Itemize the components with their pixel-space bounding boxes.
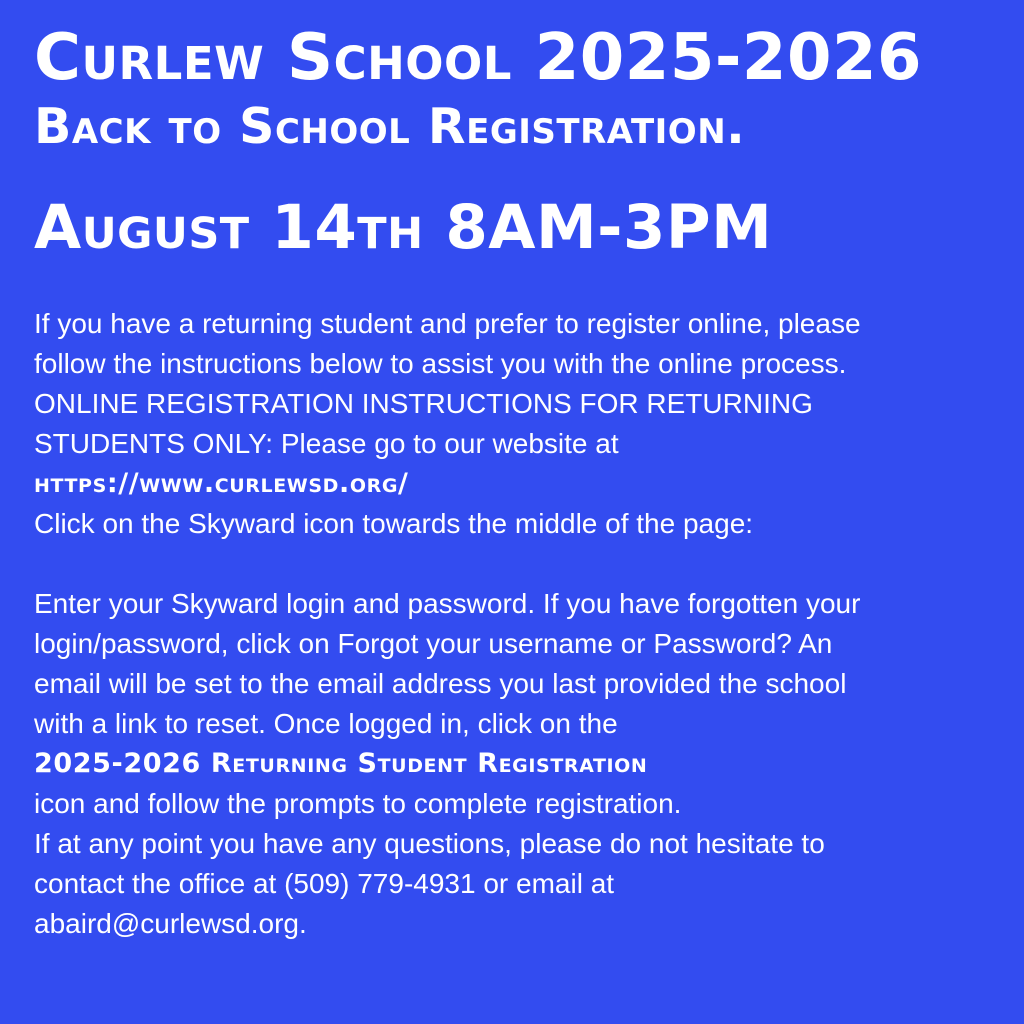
- questions-line-1: If at any point you have any questions, please do not hesitate to: [34, 828, 825, 859]
- contact-email: abaird@curlewsd.org.: [34, 908, 307, 939]
- instructions-line-2: STUDENTS ONLY: Please go to our website at: [34, 428, 619, 459]
- login-line-3: email will be set to the email address you last provided the school: [34, 668, 847, 699]
- registration-link-label: 2025-2026 Returning Student Registration: [34, 748, 648, 779]
- spacer: [34, 544, 994, 584]
- login-line-4: with a link to reset. Once logged in, click on the: [34, 708, 618, 739]
- login-line-1: Enter your Skyward login and password. If you have forgotten your: [34, 588, 861, 619]
- page-subtitle: Back to School Registration.: [34, 98, 746, 155]
- website-link[interactable]: https://www.curlewsd.org/: [34, 468, 409, 499]
- click-skyward-line: Click on the Skyward icon towards the middle of the page:: [34, 508, 754, 539]
- questions-line-2: contact the office at (509) 779-4931 or email at: [34, 868, 615, 899]
- instructions-line-1: ONLINE REGISTRATION INSTRUCTIONS FOR RETURNING: [34, 388, 813, 419]
- login-line-2: login/password, click on Forgot your username or Password? An: [34, 628, 833, 659]
- event-date-heading: August 14th 8AM-3PM: [34, 192, 773, 263]
- follow-prompts-line: icon and follow the prompts to complete registration.: [34, 788, 682, 819]
- intro-line-1: If you have a returning student and prefer to register online, please: [34, 308, 861, 339]
- instructions-body: [34, 304, 994, 944]
- page-title: Curlew School 2025-2026: [34, 21, 923, 95]
- intro-line-2: follow the instructions below to assist you with the online process.: [34, 348, 847, 379]
